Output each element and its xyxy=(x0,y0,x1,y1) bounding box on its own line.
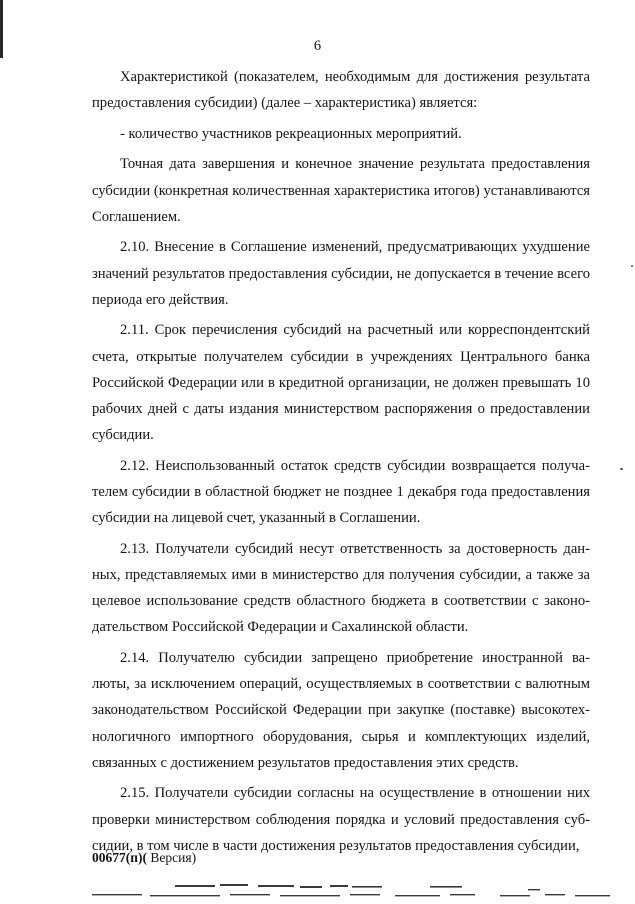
scan-speck xyxy=(631,265,633,267)
paragraph-2-13: 2.13. Получатели субсидий несут ответственность за достоверность данных, представляемых ими в министерство для получения субсидии, а также за целевое использование средств областного бюджета в соответствии с законодательством Российской Федерации и Сахалинской области. xyxy=(92,540,590,636)
paragraph-characteristic: Характеристикой (показателем, необходимым для достижения результата предоставления субсидии) (далее – характеристика) является: xyxy=(92,69,590,112)
paragraph-2-15: 2.15. Получатели субсидии согласны на осуществление в отношении них проверки министерством соблюдения порядка и условий предоставления субсидии, в том числе в части достижения результатов предоставления субсидии, xyxy=(92,785,590,854)
footer-code: 00677(п)( xyxy=(92,850,148,865)
paragraph-2-14: 2.14. Получателю субсидии запрещено приобретение иностранной валюты, за исключением операций, осуществляемых в соответствии с валютным законодательством Российской Федерации при закупке (поставке) высокотехнологичного импортного оборудования, сырья и комплектующих изделий, связанных с достижением результатов предоставления этих средств. xyxy=(92,650,590,771)
paragraph-completion-date: Точная дата завершения и конечное значение результата предоставления субсидии (конкретная количественная характеристика итогов) устанавливаются Соглашением. xyxy=(92,156,590,225)
scan-noise-strip xyxy=(0,876,635,904)
scan-speck xyxy=(620,468,623,470)
page-number: 6 xyxy=(313,38,322,54)
paragraph-2-11: 2.11. Срок перечисления субсидий на расчетный или корреспондентский счета, открытые получателем субсидии в учреждениях Центрального банка Российской Федерации или в кредитной организации, не должен превышать 10 рабочих дней с даты издания министерством распоряжения о предоставлении субсидии. xyxy=(92,322,590,444)
document-footer-code xyxy=(92,850,196,866)
paragraph-participants: - количество участников рекреационных мероприятий. xyxy=(120,125,462,142)
paragraph-2-12: 2.12. Неиспользованный остаток средств субсидии возвращается получателем субсидии в областной бюджет не позднее 1 декабря года предоставления субсидии на лицевой счет, указанный в Соглашении. xyxy=(92,457,590,527)
footer-version: Версия) xyxy=(147,850,197,865)
document-body xyxy=(92,64,590,863)
paragraph-2-10: 2.10. Внесение в Соглашение изменений, предусматривающих ухудшение значений результатов предоставления субсидии, не допускается в течение всего периода его действия. xyxy=(92,239,590,308)
